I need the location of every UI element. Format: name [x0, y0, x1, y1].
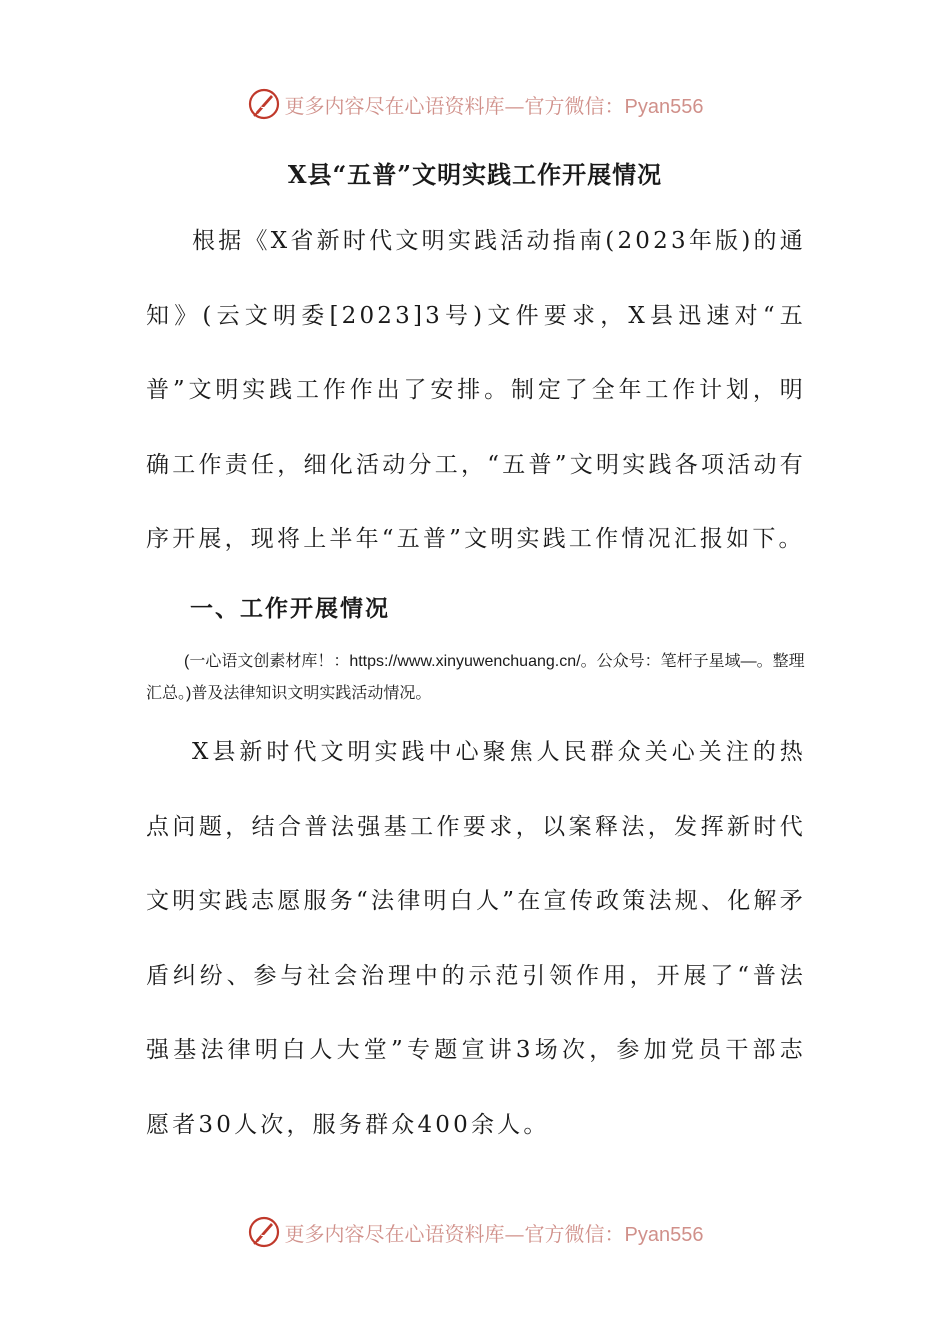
banner-text: 更多内容尽在心语资料库—官方微信：Pyan556: [284, 93, 704, 118]
section-heading: 一、工作开展情况: [190, 595, 390, 622]
quill-logo-icon: [247, 87, 281, 121]
wechat-id: Pyan556: [624, 1223, 704, 1246]
quill-logo-icon: [247, 1215, 281, 1249]
subsection-note: (一心语文创素材库！：https://www.xinyuwenchuang.cn/。公众号：笔杆子星域—。整理汇总。)普及法律知识文明实践活动情况。: [146, 653, 805, 702]
body-paragraph: X县新时代文明实践中心聚焦人民群众关心关注的热点问题，结合普法强基工作要求，以案释法，发挥新时代文明实践志愿服务“法律明白人”在宣传政策法规、化解矛盾纠纷、参与社会治理中的示范引领作用，开展了“普法强基法律明白人大堂”专题宣讲3场次，参加党员干部志愿者30人次，服务群众400余人。: [146, 739, 806, 1138]
intro-paragraph: 根据《X省新时代文明实践活动指南(2023年版)的通知》(云文明委[2023]3号)文件要求，X县迅速对“五普”文明实践工作作出了安排。制定了全年工作计划，明确工作责任，细化活动分工，“五普”文明实践各项活动有序开展，现将上半年“五普”文明实践工作情况汇报如下。: [146, 228, 806, 552]
footer-watermark-banner: [0, 1210, 950, 1254]
document-title: X县“五普”文明实践工作开展情况: [287, 160, 663, 189]
banner-text: 更多内容尽在心语资料库—官方微信：Pyan556: [284, 1221, 704, 1246]
wechat-id: Pyan556: [624, 95, 704, 118]
header-watermark-banner: [0, 82, 950, 126]
